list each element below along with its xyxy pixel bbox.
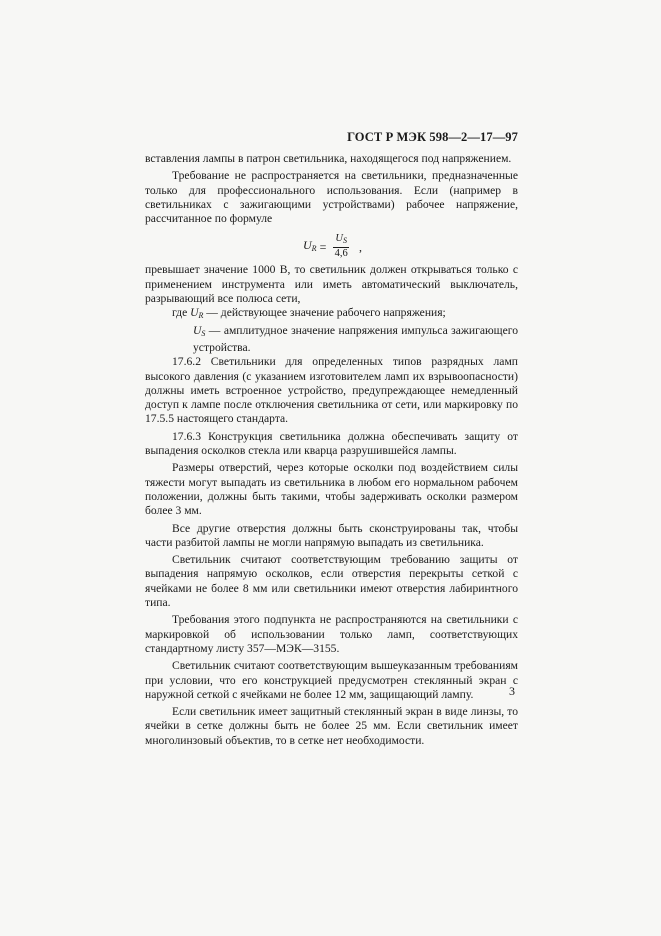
formula-lhs: $U_R$ bbox=[303, 237, 317, 253]
definition-us: $U_S$ — амплитудное значение напряжения импульса зажигающего устройства. bbox=[193, 323, 518, 354]
formula-equals: = bbox=[316, 239, 330, 254]
paragraph-17-6-3: 17.6.3 Конструкция светильника должна обеспечивать защиту от выпадения осколков стекла или кварца разрушившейся лампы. bbox=[145, 429, 518, 458]
formula-block bbox=[145, 229, 518, 261]
page-number: 3 bbox=[509, 684, 515, 698]
paragraph-requirement: Требование не распространяется на светильники, предназначенные только для профессионального использования. Если (например в светильниках с зажигающими устройствами) рабочее напряжение, рассчитанное по формуле bbox=[145, 169, 518, 226]
formula bbox=[303, 233, 362, 260]
formula-comma: , bbox=[358, 239, 362, 254]
paragraph-continuation: вставления лампы в патрон светильника, находящегося под напряжением. bbox=[145, 152, 512, 165]
paragraph-lens: Если светильник имеет защитный стеклянный экран в виде линзы, то ячейки в сетке должны быть не более 25 мм. Если светильник имеет многолинзовый объектив, то в сетке нет необходимости. bbox=[145, 705, 518, 747]
paragraph-exemption: Требования этого подпункта не распространяются на светильники с маркировкой об использовании только ламп, соответствующих стандартному листу 357—МЭК—3155. bbox=[145, 613, 518, 655]
formula-numerator: $U_S$ bbox=[333, 233, 349, 248]
formula-denominator: 4,6 bbox=[334, 248, 348, 260]
paragraph-exceeds: превышает значение 1000 В, то светильник должен открываться только с применением инструмента или иметь автоматический выключатель, разрывающий все полюса сети, bbox=[145, 263, 518, 306]
document-header: ГОСТ Р МЭК 598—2—17—97 bbox=[347, 130, 518, 144]
paragraph-mesh-12mm: Светильник считают соответствующим вышеуказанным требованиям при условии, что его конструкцией предусмотрен стеклянный экран с наружной сеткой с ячейками не более 12 мм, защищающий лампу. bbox=[145, 659, 518, 701]
paragraph-other-holes: Все другие отверстия должны быть сконструированы так, чтобы части разбитой лампы не могли напрямую выпадать из светильника. bbox=[145, 521, 518, 549]
document-body bbox=[145, 152, 518, 748]
paragraph-17-6-2: 17.6.2 Светильники для определенных типов разрядных ламп высокого давления (с указанием изготовителем ламп их взрывоопасности) должны иметь встроенное устройство, предупреждающее немедленный доступ к лампе после отключения светильника от сети, или маркировку по 17.5.5 настоящего стандарта. bbox=[145, 355, 518, 426]
paragraph-mesh-8mm: Светильник считают соответствующим требованию защиты от выпадения напрямую осколков, если отверстия перекрыты сеткой с ячейками не более 8 мм или светильники имеют отверстия лабиринтного типа. bbox=[145, 553, 518, 610]
paragraph-hole-sizes: Размеры отверстий, через которые осколки под воздействием силы тяжести могут выпадать из светильника в любом его нормальном рабочем положении, должны быть такими, чтобы задерживать осколки размером более 3 мм. bbox=[145, 461, 518, 518]
formula-fraction bbox=[333, 233, 349, 260]
definition-ur: где $U_R$ — действующее значение рабочего напряжения; bbox=[172, 306, 446, 321]
